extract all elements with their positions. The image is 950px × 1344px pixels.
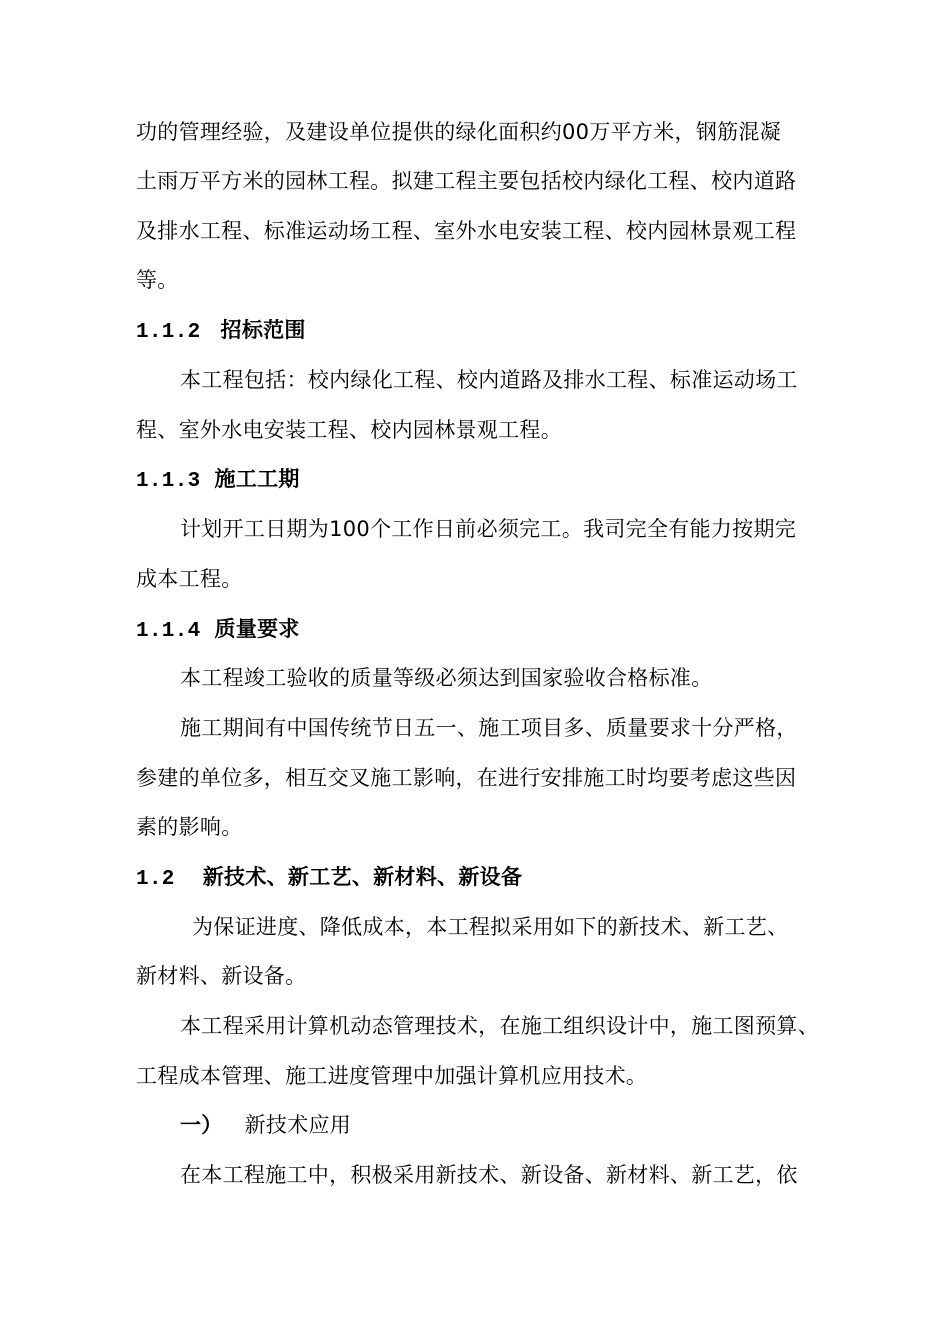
paragraph-line: 施工期间有中国传统节日五一、施工项目多、质量要求十分严格， (180, 716, 798, 740)
paragraph-line: 本工程包括：校内绿化工程、校内道路及排水工程、标准运动场工 (180, 368, 798, 392)
section-heading-1-1-4 (136, 614, 300, 647)
section-heading-1-2 (136, 862, 522, 895)
heading-number: 1.1.2 (136, 321, 201, 344)
paragraph-line: 计划开工日期为100个工作日前必须完工。我司完全有能力按期完 (180, 517, 797, 541)
section-heading-1-1-2 (136, 315, 306, 348)
paragraph-line: 素的影响。 (136, 815, 243, 839)
heading-title: 施工工期 (214, 467, 300, 491)
subsection-title: 新技术应用 (244, 1113, 352, 1137)
paragraph-line: 工程成本管理、施工进度管理中加强计算机应用技术。 (136, 1064, 648, 1088)
section-heading-1-1-3 (136, 464, 300, 497)
paragraph-line: 及排水工程、标准运动场工程、室外水电安装工程、校内园林景观工程 (136, 219, 797, 243)
paragraph-line: 成本工程。 (136, 567, 243, 591)
paragraph-line: 程、室外水电安装工程、校内园林景观工程。 (136, 418, 562, 442)
paragraph-line: 在本工程施工中，积极采用新技术、新设备、新材料、新工艺，依 (180, 1163, 798, 1187)
paragraph-line: 等。 (136, 268, 179, 292)
paragraph-line: 为保证进度、降低成本，本工程拟采用如下的新技术、新工艺、 (192, 915, 789, 939)
heading-number: 1.2 (136, 868, 175, 891)
heading-title: 招标范围 (220, 318, 306, 342)
paragraph-line: 土雨万平方米的园林工程。拟建工程主要包括校内绿化工程、校内道路 (136, 169, 797, 193)
paragraph-line: 本工程采用计算机动态管理技术，在施工组织设计中，施工图预算、 (180, 1014, 819, 1038)
subsection-heading (180, 1110, 351, 1140)
subsection-number: 一） (180, 1113, 223, 1137)
paragraph-line: 参建的单位多，相互交叉施工影响，在进行安排施工时均要考虑这些因 (136, 766, 797, 790)
paragraph-line: 本工程竣工验收的质量等级必须达到国家验收合格标准。 (180, 666, 713, 690)
heading-title: 质量要求 (214, 617, 300, 641)
paragraph-line: 新材料、新设备。 (136, 964, 307, 988)
paragraph-line: 功的管理经验，及建设单位提供的绿化面积约00万平方米，钢筋混凝 (136, 120, 782, 144)
heading-title: 新技术、新工艺、新材料、新设备 (202, 865, 523, 889)
heading-number: 1.1.3 (136, 470, 201, 493)
heading-number: 1.1.4 (136, 620, 201, 643)
